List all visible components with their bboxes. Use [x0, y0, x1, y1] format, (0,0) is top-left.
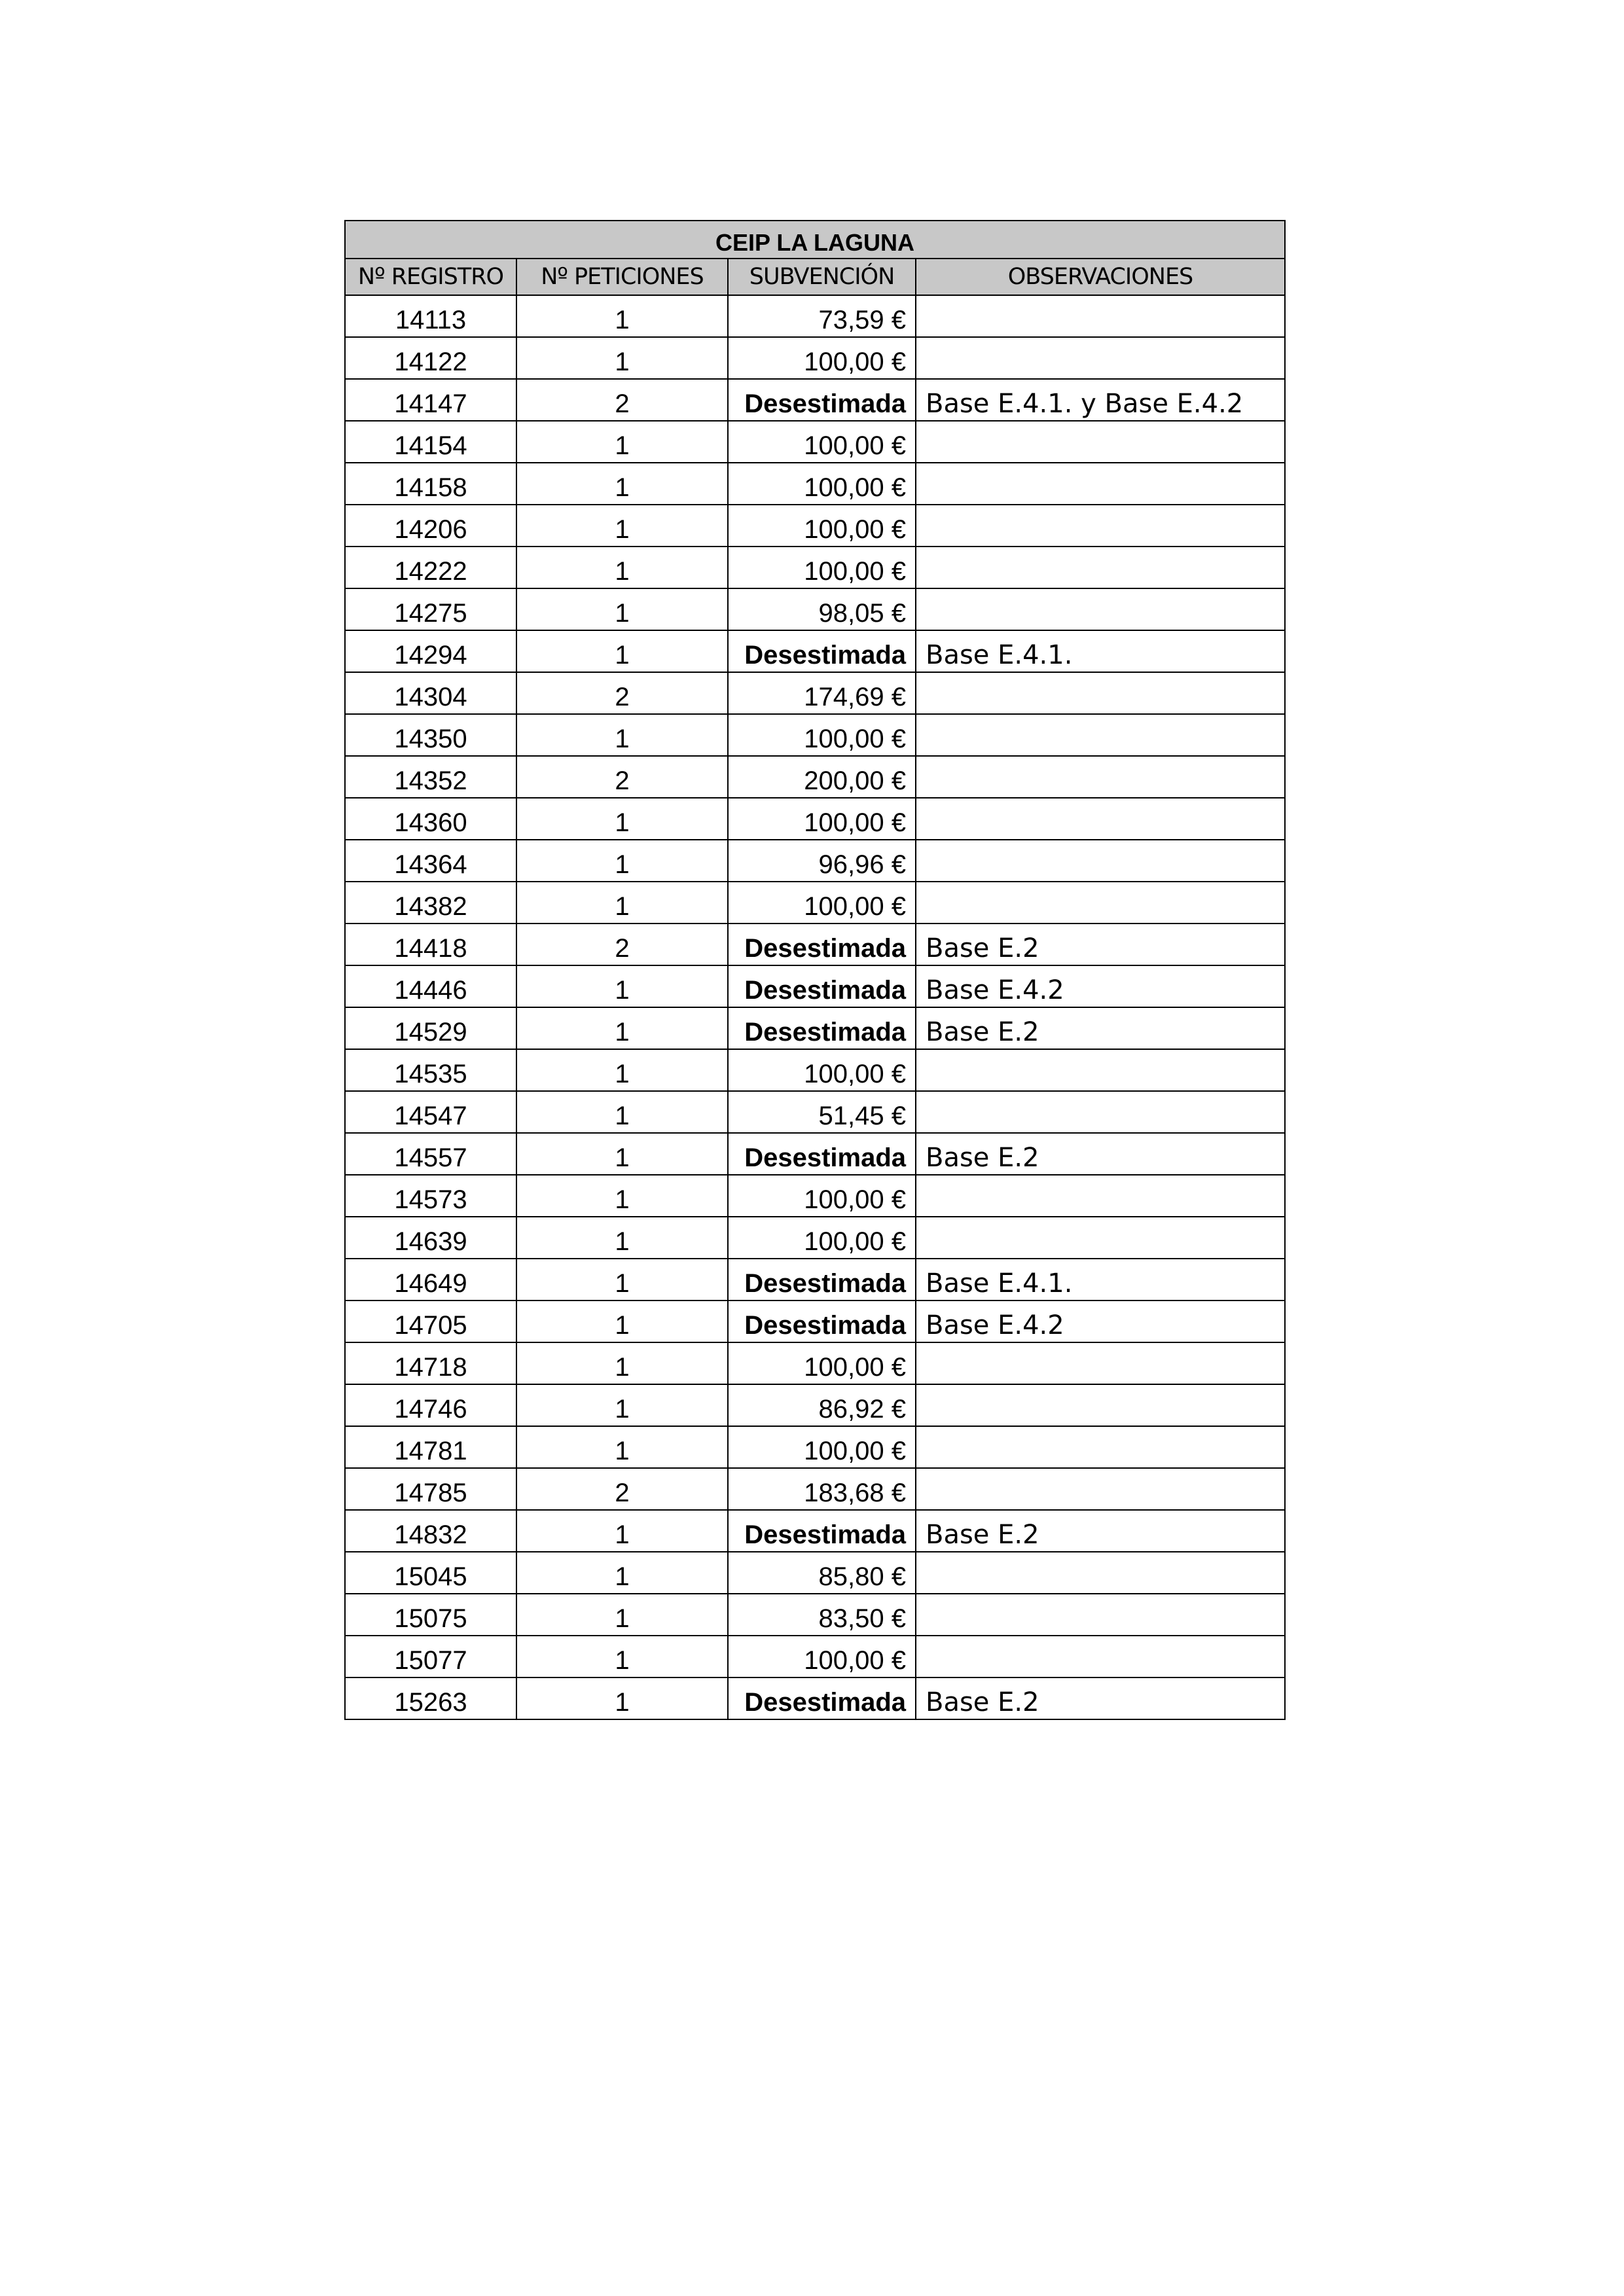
cell-registro: 14206 [345, 505, 516, 547]
cell-subvencion: 100,00 € [728, 882, 916, 924]
table-row [345, 337, 1285, 379]
cell-observaciones: Base E.2 [916, 1007, 1285, 1049]
table-row [345, 505, 1285, 547]
table-row [345, 630, 1285, 672]
cell-observaciones [916, 882, 1285, 924]
cell-subvencion: 100,00 € [728, 798, 916, 840]
cell-observaciones [916, 714, 1285, 756]
table-row [345, 965, 1285, 1007]
cell-registro: 14718 [345, 1342, 516, 1384]
cell-peticiones: 2 [516, 379, 728, 421]
cell-registro: 14746 [345, 1384, 516, 1426]
table-row [345, 1384, 1285, 1426]
table-row [345, 756, 1285, 798]
cell-registro: 14294 [345, 630, 516, 672]
cell-observaciones [916, 672, 1285, 714]
cell-observaciones [916, 463, 1285, 505]
cell-observaciones [916, 756, 1285, 798]
table-row [345, 1677, 1285, 1719]
table-row [345, 672, 1285, 714]
table-row [345, 1217, 1285, 1259]
cell-peticiones: 1 [516, 1259, 728, 1300]
cell-registro: 14529 [345, 1007, 516, 1049]
cell-subvencion: 83,50 € [728, 1594, 916, 1636]
cell-peticiones: 1 [516, 1384, 728, 1426]
cell-observaciones [916, 421, 1285, 463]
cell-observaciones [916, 1636, 1285, 1677]
table-row [345, 882, 1285, 924]
cell-subvencion: 51,45 € [728, 1091, 916, 1133]
table-row [345, 1175, 1285, 1217]
cell-peticiones: 2 [516, 756, 728, 798]
table-row [345, 1091, 1285, 1133]
cell-peticiones: 1 [516, 295, 728, 337]
cell-registro: 14350 [345, 714, 516, 756]
table-row [345, 463, 1285, 505]
cell-subvencion: 100,00 € [728, 714, 916, 756]
cell-peticiones: 1 [516, 421, 728, 463]
cell-observaciones [916, 547, 1285, 588]
column-header-peticiones: Nº PETICIONES [516, 259, 728, 295]
cell-registro: 14557 [345, 1133, 516, 1175]
cell-observaciones: Base E.4.1. y Base E.4.2 [916, 379, 1285, 421]
subsidy-table [344, 220, 1286, 1720]
cell-peticiones: 1 [516, 1677, 728, 1719]
cell-observaciones: Base E.2 [916, 1510, 1285, 1552]
cell-registro: 15045 [345, 1552, 516, 1594]
cell-registro: 14418 [345, 924, 516, 965]
cell-subvencion: Desestimada [728, 630, 916, 672]
cell-observaciones [916, 1217, 1285, 1259]
cell-observaciones [916, 295, 1285, 337]
cell-subvencion: 86,92 € [728, 1384, 916, 1426]
cell-subvencion: Desestimada [728, 1133, 916, 1175]
cell-peticiones: 1 [516, 588, 728, 630]
table-row [345, 1636, 1285, 1677]
column-header-observaciones: OBSERVACIONES [916, 259, 1285, 295]
cell-registro: 14352 [345, 756, 516, 798]
table-row [345, 1133, 1285, 1175]
table-row [345, 1007, 1285, 1049]
cell-subvencion: 73,59 € [728, 295, 916, 337]
table-row [345, 1426, 1285, 1468]
cell-observaciones [916, 588, 1285, 630]
cell-peticiones: 1 [516, 1510, 728, 1552]
cell-subvencion: 100,00 € [728, 421, 916, 463]
table-row [345, 1552, 1285, 1594]
cell-peticiones: 1 [516, 1217, 728, 1259]
table-row [345, 1510, 1285, 1552]
cell-registro: 14547 [345, 1091, 516, 1133]
cell-peticiones: 1 [516, 965, 728, 1007]
table-row [345, 714, 1285, 756]
cell-registro: 14304 [345, 672, 516, 714]
cell-peticiones: 1 [516, 798, 728, 840]
cell-subvencion: 100,00 € [728, 337, 916, 379]
cell-observaciones: Base E.4.2 [916, 1300, 1285, 1342]
cell-observaciones [916, 798, 1285, 840]
cell-subvencion: 100,00 € [728, 1217, 916, 1259]
cell-subvencion: 174,69 € [728, 672, 916, 714]
cell-registro: 14705 [345, 1300, 516, 1342]
cell-peticiones: 1 [516, 1552, 728, 1594]
cell-subvencion: Desestimada [728, 965, 916, 1007]
cell-peticiones: 1 [516, 463, 728, 505]
cell-subvencion: 100,00 € [728, 1342, 916, 1384]
cell-registro: 14573 [345, 1175, 516, 1217]
cell-observaciones [916, 840, 1285, 882]
column-header-registro: Nº REGISTRO [345, 259, 516, 295]
cell-peticiones: 2 [516, 672, 728, 714]
cell-registro: 14639 [345, 1217, 516, 1259]
table-body [345, 295, 1285, 1719]
cell-registro: 14649 [345, 1259, 516, 1300]
cell-observaciones: Base E.4.2 [916, 965, 1285, 1007]
table-title-row [345, 221, 1285, 259]
table-row [345, 1259, 1285, 1300]
table-row [345, 421, 1285, 463]
table-row [345, 840, 1285, 882]
cell-subvencion: 100,00 € [728, 505, 916, 547]
cell-subvencion: Desestimada [728, 379, 916, 421]
column-header-subvencion: SUBVENCIÓN [728, 259, 916, 295]
cell-peticiones: 1 [516, 840, 728, 882]
cell-registro: 15075 [345, 1594, 516, 1636]
table-row [345, 295, 1285, 337]
cell-observaciones [916, 1091, 1285, 1133]
cell-subvencion: 100,00 € [728, 1049, 916, 1091]
cell-registro: 15077 [345, 1636, 516, 1677]
cell-registro: 15263 [345, 1677, 516, 1719]
table-title: CEIP LA LAGUNA [345, 221, 1285, 259]
cell-subvencion: 98,05 € [728, 588, 916, 630]
cell-subvencion: 200,00 € [728, 756, 916, 798]
cell-subvencion: Desestimada [728, 1677, 916, 1719]
cell-registro: 14364 [345, 840, 516, 882]
cell-observaciones [916, 1468, 1285, 1510]
cell-peticiones: 1 [516, 1594, 728, 1636]
cell-observaciones: Base E.2 [916, 1133, 1285, 1175]
cell-registro: 14535 [345, 1049, 516, 1091]
table-row [345, 1049, 1285, 1091]
cell-subvencion: 100,00 € [728, 547, 916, 588]
table-row [345, 798, 1285, 840]
cell-registro: 14122 [345, 337, 516, 379]
cell-peticiones: 1 [516, 1300, 728, 1342]
cell-subvencion: 100,00 € [728, 1636, 916, 1677]
cell-registro: 14446 [345, 965, 516, 1007]
cell-peticiones: 1 [516, 1091, 728, 1133]
cell-observaciones [916, 1049, 1285, 1091]
table-row [345, 1342, 1285, 1384]
cell-subvencion: 100,00 € [728, 1175, 916, 1217]
cell-observaciones [916, 337, 1285, 379]
cell-registro: 14147 [345, 379, 516, 421]
cell-subvencion: Desestimada [728, 1300, 916, 1342]
cell-subvencion: Desestimada [728, 1510, 916, 1552]
cell-peticiones: 1 [516, 1426, 728, 1468]
cell-subvencion: 183,68 € [728, 1468, 916, 1510]
cell-peticiones: 2 [516, 1468, 728, 1510]
cell-peticiones: 1 [516, 1007, 728, 1049]
cell-peticiones: 1 [516, 337, 728, 379]
cell-registro: 14154 [345, 421, 516, 463]
cell-registro: 14222 [345, 547, 516, 588]
cell-observaciones [916, 1175, 1285, 1217]
cell-observaciones: Base E.2 [916, 924, 1285, 965]
table-row [345, 1594, 1285, 1636]
cell-peticiones: 2 [516, 924, 728, 965]
cell-registro: 14781 [345, 1426, 516, 1468]
cell-observaciones [916, 1384, 1285, 1426]
cell-subvencion: 100,00 € [728, 463, 916, 505]
cell-registro: 14113 [345, 295, 516, 337]
cell-subvencion: 96,96 € [728, 840, 916, 882]
cell-observaciones: Base E.2 [916, 1677, 1285, 1719]
cell-subvencion: 85,80 € [728, 1552, 916, 1594]
cell-peticiones: 1 [516, 1342, 728, 1384]
cell-observaciones [916, 1342, 1285, 1384]
table-row [345, 924, 1285, 965]
cell-registro: 14158 [345, 463, 516, 505]
cell-subvencion: 100,00 € [728, 1426, 916, 1468]
table-row [345, 588, 1285, 630]
cell-observaciones [916, 505, 1285, 547]
cell-registro: 14832 [345, 1510, 516, 1552]
cell-observaciones [916, 1552, 1285, 1594]
cell-peticiones: 1 [516, 547, 728, 588]
cell-subvencion: Desestimada [728, 924, 916, 965]
table-row [345, 1300, 1285, 1342]
cell-observaciones [916, 1594, 1285, 1636]
cell-peticiones: 1 [516, 882, 728, 924]
cell-registro: 14382 [345, 882, 516, 924]
cell-observaciones: Base E.4.1. [916, 1259, 1285, 1300]
cell-observaciones [916, 1426, 1285, 1468]
table-header-row [345, 259, 1285, 295]
table-row [345, 1468, 1285, 1510]
cell-peticiones: 1 [516, 505, 728, 547]
table-row [345, 379, 1285, 421]
cell-registro: 14275 [345, 588, 516, 630]
cell-subvencion: Desestimada [728, 1259, 916, 1300]
cell-peticiones: 1 [516, 1133, 728, 1175]
cell-peticiones: 1 [516, 1636, 728, 1677]
table-row [345, 547, 1285, 588]
cell-peticiones: 1 [516, 1175, 728, 1217]
cell-peticiones: 1 [516, 1049, 728, 1091]
cell-observaciones: Base E.4.1. [916, 630, 1285, 672]
cell-peticiones: 1 [516, 630, 728, 672]
cell-subvencion: Desestimada [728, 1007, 916, 1049]
cell-peticiones: 1 [516, 714, 728, 756]
cell-registro: 14360 [345, 798, 516, 840]
subsidy-table-container [344, 220, 1284, 1720]
cell-registro: 14785 [345, 1468, 516, 1510]
